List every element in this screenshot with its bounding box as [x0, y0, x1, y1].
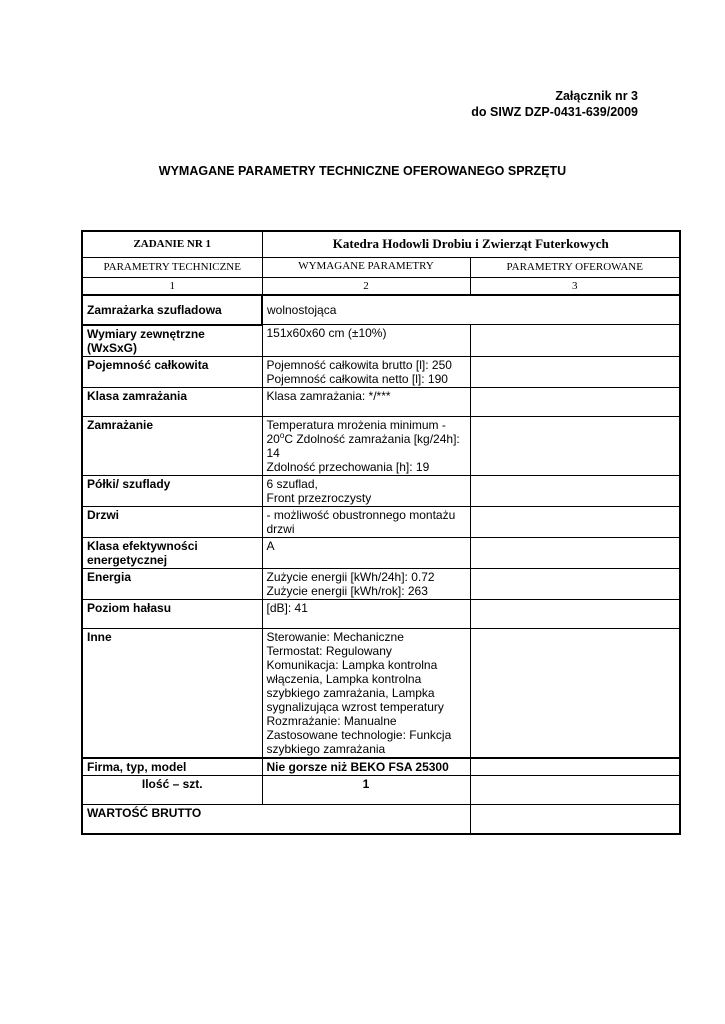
param-freezing-class: Klasa zamrażania — [82, 387, 262, 416]
offered-energy-class — [470, 537, 680, 568]
req-energy-class: A — [262, 537, 470, 568]
col-number-3: 3 — [470, 277, 680, 295]
req-freezing-temp: Temperatura mrożenia minimum - — [266, 417, 446, 432]
model-label: Firma, typ, model — [82, 758, 262, 776]
quantity-value: 1 — [262, 775, 470, 804]
model-value: Nie gorsze niż BEKO FSA 25300 — [262, 758, 470, 776]
product-type: wolnostojąca — [262, 295, 680, 325]
param-freezing: Zamrażanie — [82, 416, 262, 475]
col-number-2: 2 — [262, 277, 470, 295]
req-freezing-capacity-value: 14 — [266, 445, 280, 460]
offered-other — [470, 628, 680, 758]
req-freezing-capacity-label: C Zdolność zamrażania [kg/24h]: — [284, 431, 460, 446]
offered-freezing — [470, 416, 680, 475]
req-freezing-capacity — [267, 432, 466, 446]
req-door: - możliwość obustronnego montażu drzwi — [262, 506, 470, 537]
req-dimensions: 151x60x60 cm (±10%) — [262, 325, 470, 357]
offered-capacity — [470, 356, 680, 387]
department-name: Katedra Hodowli Drobiu i Zwierząt Futerkowych — [262, 231, 680, 257]
param-dimensions: Wymiary zewnętrzne (WxSxG) — [82, 325, 262, 357]
offered-freezing-class — [470, 387, 680, 416]
offered-noise — [470, 599, 680, 628]
col-header-required: WYMAGANE PARAMETRY — [262, 257, 470, 277]
col-number-1: 1 — [82, 277, 262, 295]
task-label: ZADANIE NR 1 — [82, 231, 262, 257]
total-gross-label: WARTOŚĆ BRUTTO — [82, 804, 470, 834]
req-energy-yearly: Zużycie energii [kWh/rok]: 263 — [266, 583, 428, 598]
param-door: Drzwi — [82, 506, 262, 537]
req-storage-time: Zdolność przechowania [h]: 19 — [266, 459, 430, 474]
annex-reference: do SIWZ DZP-0431-639/2009 — [471, 105, 638, 119]
req-shelves — [262, 475, 470, 506]
req-capacity-net: Pojemność całkowita netto [l]: 190 — [266, 371, 448, 386]
param-energy-class: Klasa efektywności energetycznej — [82, 537, 262, 568]
document-title: WYMAGANE PARAMETRY TECHNICZNE OFEROWANEGO SPRZĘTU — [158, 164, 567, 178]
req-shelves-front: Front przezroczysty — [266, 490, 372, 505]
total-gross-value — [470, 804, 680, 834]
req-other-technology: Zastosowane technologie: Funkcja szybkiego zamrażania — [266, 727, 452, 756]
req-other-control: Sterowanie: Mechaniczne — [266, 629, 404, 644]
offered-door — [470, 506, 680, 537]
offered-shelves — [470, 475, 680, 506]
req-noise: [dB]: 41 — [262, 599, 470, 628]
req-freezing-temp-value: 20 — [266, 431, 280, 446]
col-header-offered: PARAMETRY OFEROWANE — [470, 257, 680, 277]
req-freezing-class: Klasa zamrażania: */*** — [262, 387, 470, 416]
req-shelves-drawers: 6 szuflad, — [266, 476, 318, 491]
req-energy-daily: Zużycie energii [kWh/24h]: 0.72 — [266, 569, 435, 584]
req-other-indicators: Komunikacja: Lampka kontrolna włączenia, Lampka kontrolna szybkiego zamrażania, Lampka sygnalizująca wzrost temperatury — [266, 657, 444, 714]
req-capacity-gross: Pojemność całkowita brutto [l]: 250 — [266, 357, 452, 372]
spec-table — [81, 230, 681, 835]
req-freezing — [262, 416, 470, 475]
req-other-thermostat: Termostat: Regulowany — [266, 643, 392, 658]
req-other-defrost: Rozmrażanie: Manualne — [266, 713, 397, 728]
product-name: Zamrażarka szufladowa — [82, 295, 262, 325]
annex-number: Załącznik nr 3 — [555, 89, 638, 103]
offered-quantity — [470, 775, 680, 804]
req-other — [262, 628, 470, 758]
offered-model — [470, 758, 680, 776]
param-noise: Poziom hałasu — [82, 599, 262, 628]
param-energy: Energia — [82, 568, 262, 599]
param-shelves: Półki/ szuflady — [82, 475, 262, 506]
req-energy — [262, 568, 470, 599]
quantity-label: Ilość – szt. — [82, 775, 262, 804]
col-header-params: PARAMETRY TECHNICZNE — [82, 257, 262, 277]
offered-energy — [470, 568, 680, 599]
param-capacity: Pojemność całkowita — [82, 356, 262, 387]
param-other: Inne — [82, 628, 262, 758]
req-capacity — [262, 356, 470, 387]
degree-sign: o — [279, 430, 285, 440]
offered-dimensions — [470, 325, 680, 357]
